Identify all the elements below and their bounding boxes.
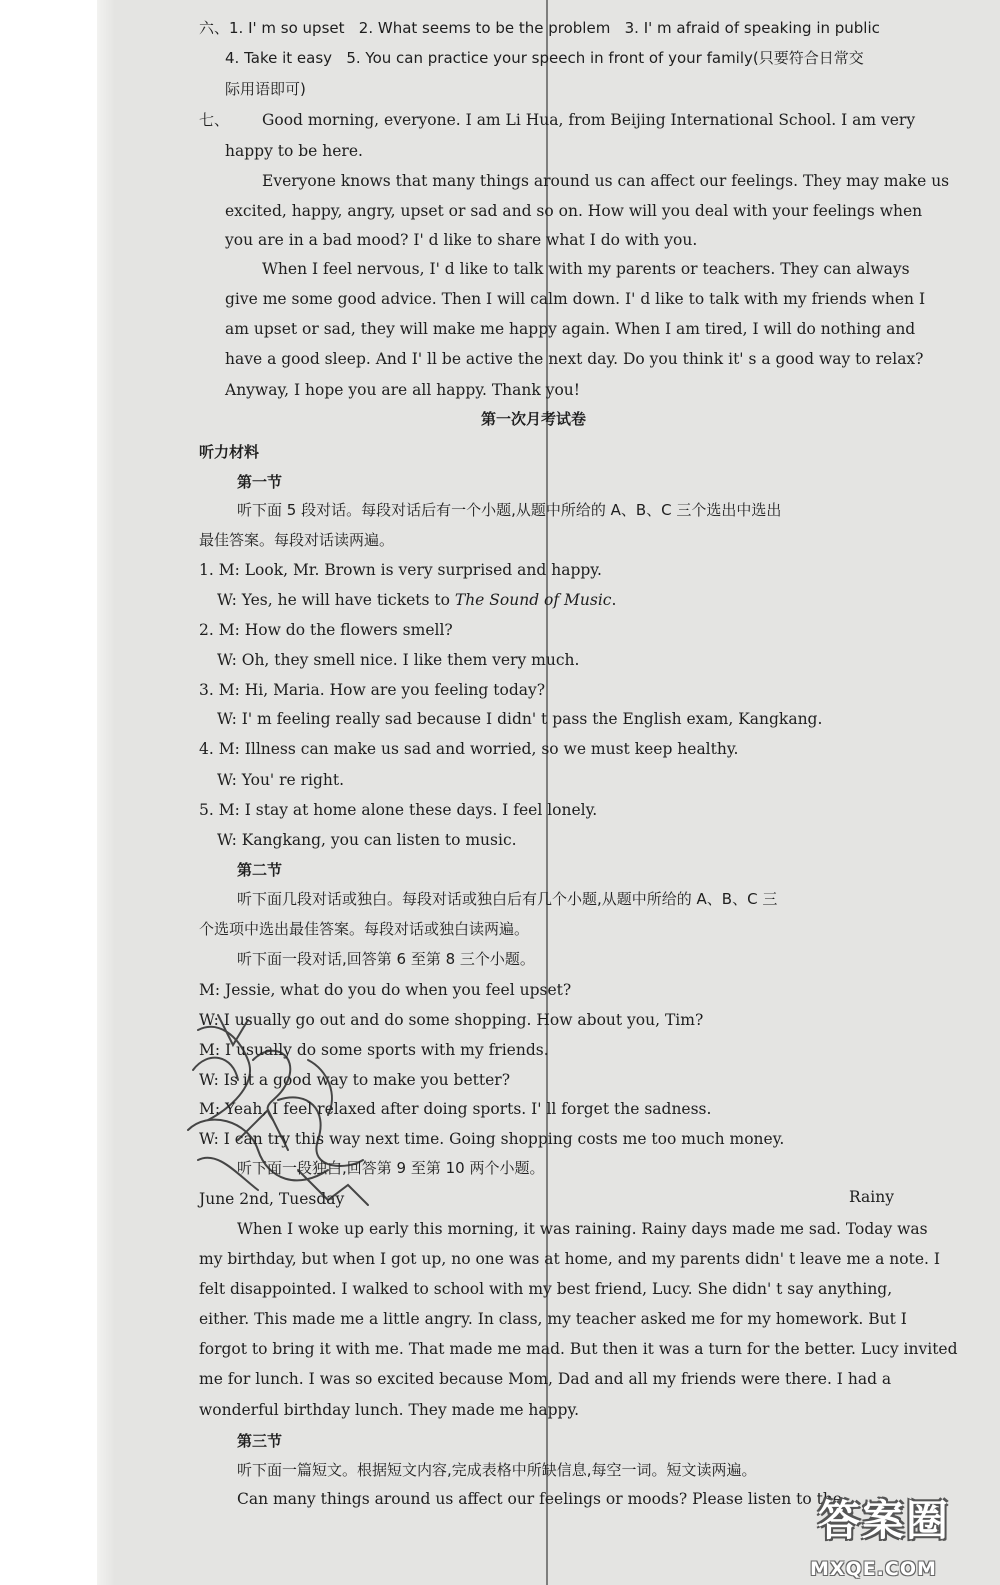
watermark-logo: 答案圈 — [818, 1496, 951, 1545]
essay-line: Good morning, everyone. I am Li Hua, from Beijing International School. I am very — [262, 111, 916, 129]
listening-heading: 听力材料 — [199, 443, 260, 461]
dialogue-line: W: Is it a good way to make you better? — [199, 1071, 511, 1089]
section-6-line-2: 4. Take it easy 5. You can practice your speech in front of your family(只要符合日常交 — [225, 49, 864, 67]
dialogue-line: 3. M: Hi, Maria. How are you feeling today? — [199, 681, 546, 699]
diary-line: me for lunch. I was so excited because Mom, Dad and all my friends were there. I had a — [199, 1370, 892, 1388]
dialogue-line: 5. M: I stay at home alone these days. I feel lonely. — [199, 801, 598, 819]
dialogue-line: W: Kangkang, you can listen to music. — [217, 831, 517, 849]
diary-line: When I woke up early this morning, it was raining. Rainy days made me sad. Today was — [237, 1220, 928, 1238]
part-3-text-line: Can many things around us affect our feelings or moods? Please listen to the — [237, 1490, 842, 1508]
dialogue-line: 2. M: How do the flowers smell? — [199, 621, 453, 639]
part-3-heading: 第三节 — [237, 1432, 283, 1450]
exam-title: 第一次月考试卷 — [481, 410, 587, 428]
diary-line: my birthday, but when I got up, no one was at home, and my parents didn' t leave me a note. I — [199, 1250, 940, 1268]
period: . — [611, 591, 617, 609]
dialogue-line: M: Yeah, I feel relaxed after doing sports. I' ll forget the sadness. — [199, 1100, 712, 1118]
essay-line: Anyway, I hope you are all happy. Thank you! — [225, 381, 580, 399]
dialogue-line: W: I usually go out and do some shopping. How about you, Tim? — [199, 1011, 704, 1029]
part-2-instruction-3: 听下面一段对话,回答第 6 至第 8 三个小题。 — [237, 950, 535, 968]
section-6-line-3: 际用语即可) — [225, 80, 306, 98]
watermark-site: MXQE.COM — [810, 1558, 937, 1580]
dialogue-line — [217, 590, 616, 610]
section-7-label: 七、 — [199, 111, 230, 129]
diary-line: wonderful birthday lunch. They made me happy. — [199, 1401, 580, 1419]
dialogue-line: 1. M: Look, Mr. Brown is very surprised and happy. — [199, 561, 602, 579]
dialogue-line: W: You' re right. — [217, 771, 345, 789]
part-1-instruction-1: 听下面 5 段对话。每段对话后有一个小题,从题中所给的 A、B、C 三个选出中选出 — [237, 501, 782, 519]
part-3-instruction-1: 听下面一篇短文。根据短文内容,完成表格中所缺信息,每空一词。短文读两遍。 — [237, 1461, 757, 1479]
dialogue-line: W: I' m feeling really sad because I didn' t pass the English exam, Kangkang. — [217, 710, 823, 728]
diary-line: either. This made me a little angry. In class, my teacher asked me for my homework. But I — [199, 1310, 907, 1328]
dialogue-line: M: Jessie, what do you do when you feel upset? — [199, 981, 572, 999]
part-2-heading: 第二节 — [237, 861, 283, 879]
part-2-instruction-2: 个选项中选出最佳答案。每段对话或独白读两遍。 — [199, 920, 530, 938]
part-2-instruction-1: 听下面几段对话或独白。每段对话或独白后有几个小题,从题中所给的 A、B、C 三 — [237, 890, 778, 908]
part-2-instruction-4: 听下面一段独白,回答第 9 至第 10 两个小题。 — [237, 1159, 545, 1177]
essay-line: am upset or sad, they will make me happy again. When I am tired, I will do nothing and — [225, 320, 916, 338]
section-6-line-1: 六、1. I' m so upset 2. What seems to be the problem 3. I' m afraid of speaking in public — [199, 19, 880, 37]
dialogue-line: W: Oh, they smell nice. I like them very much. — [217, 651, 580, 669]
essay-line: have a good sleep. And I' ll be active the next day. Do you think it' s a good way to relax? — [225, 350, 924, 368]
essay-line: Everyone knows that many things around us can affect our feelings. They may make us — [262, 172, 950, 190]
dialogue-line: M: I usually do some sports with my friends. — [199, 1041, 549, 1059]
diary-date: June 2nd, Tuesday — [199, 1190, 345, 1208]
scanned-page — [97, 0, 1000, 1585]
diary-weather: Rainy — [849, 1188, 894, 1206]
essay-line: you are in a bad mood? I' d like to share what I do with you. — [225, 231, 698, 249]
dialogue-line: W: I can try this way next time. Going shopping costs me too much money. — [199, 1130, 785, 1148]
essay-line: excited, happy, angry, upset or sad and so on. How will you deal with your feelings when — [225, 202, 923, 220]
dialogue-text: W: Yes, he will have tickets to — [217, 591, 455, 609]
book-title: The Sound of Music — [454, 591, 612, 609]
essay-line: happy to be here. — [225, 142, 363, 160]
part-1-heading: 第一节 — [237, 473, 283, 491]
dialogue-line: 4. M: Illness can make us sad and worried, so we must keep healthy. — [199, 740, 739, 758]
essay-line: give me some good advice. Then I will calm down. I' d like to talk with my friends when I — [225, 290, 926, 308]
part-1-instruction-2: 最佳答案。每段对话读两遍。 — [199, 531, 395, 549]
essay-line: When I feel nervous, I' d like to talk with my parents or teachers. They can always — [262, 260, 910, 278]
diary-line: forgot to bring it with me. That made me mad. But then it was a turn for the better. Lucy invited — [199, 1340, 958, 1358]
diary-line: felt disappointed. I walked to school with my best friend, Lucy. She didn' t say anything, — [199, 1280, 893, 1298]
handwritten-scribble — [178, 1000, 378, 1220]
